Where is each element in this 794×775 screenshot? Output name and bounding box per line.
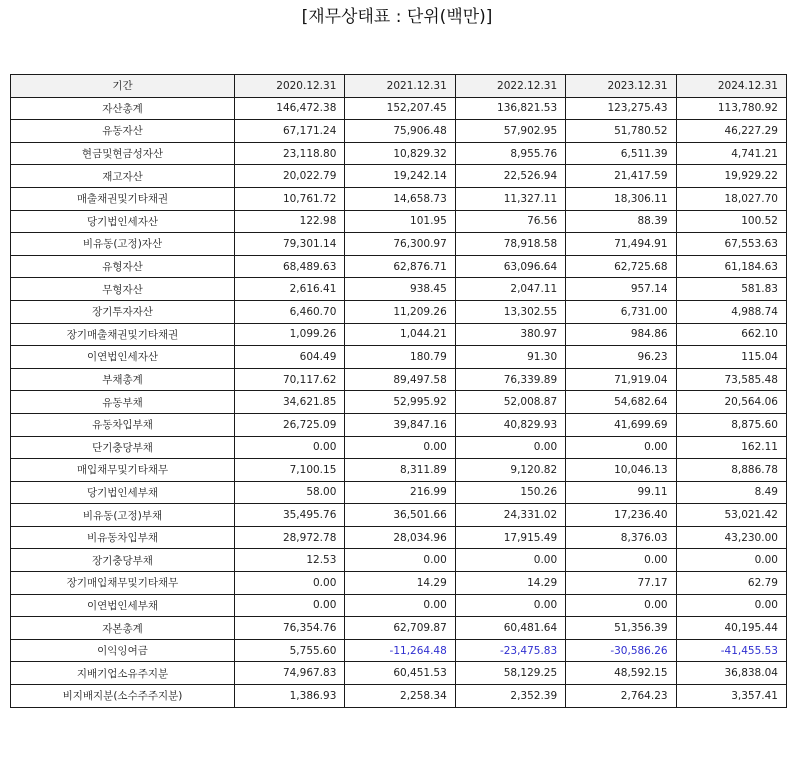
row-label: 이연법인세자산 bbox=[11, 346, 235, 369]
value-cell: 115.04 bbox=[676, 346, 786, 369]
value-cell: 74,967.83 bbox=[235, 662, 345, 685]
value-cell: 604.49 bbox=[235, 346, 345, 369]
row-label: 매입채무및기타채무 bbox=[11, 459, 235, 482]
value-cell: 24,331.02 bbox=[455, 504, 565, 527]
value-cell: 21,417.59 bbox=[566, 165, 676, 188]
table-row bbox=[11, 526, 787, 549]
value-cell: 20,564.06 bbox=[676, 391, 786, 414]
value-cell: -23,475.83 bbox=[455, 639, 565, 662]
value-cell: 14.29 bbox=[345, 572, 455, 595]
row-label: 매출채권및기타채권 bbox=[11, 187, 235, 210]
value-cell: 36,838.04 bbox=[676, 662, 786, 685]
value-cell: 91.30 bbox=[455, 346, 565, 369]
value-cell: 67,553.63 bbox=[676, 233, 786, 256]
table-row bbox=[11, 639, 787, 662]
value-cell: 0.00 bbox=[235, 594, 345, 617]
value-cell: 13,302.55 bbox=[455, 300, 565, 323]
row-label: 장기매입채무및기타채무 bbox=[11, 572, 235, 595]
value-cell: 6,731.00 bbox=[566, 300, 676, 323]
value-cell: 11,209.26 bbox=[345, 300, 455, 323]
value-cell: 60,451.53 bbox=[345, 662, 455, 685]
value-cell: 62,876.71 bbox=[345, 255, 455, 278]
row-label: 비유동(고정)부채 bbox=[11, 504, 235, 527]
value-cell: 75,906.48 bbox=[345, 120, 455, 143]
value-cell: 28,972.78 bbox=[235, 526, 345, 549]
value-cell: 9,120.82 bbox=[455, 459, 565, 482]
value-cell: 34,621.85 bbox=[235, 391, 345, 414]
row-label: 비유동(고정)자산 bbox=[11, 233, 235, 256]
value-cell: 76,339.89 bbox=[455, 368, 565, 391]
value-cell: 0.00 bbox=[235, 436, 345, 459]
value-cell: 4,988.74 bbox=[676, 300, 786, 323]
value-cell: -30,586.26 bbox=[566, 639, 676, 662]
value-cell: 20,022.79 bbox=[235, 165, 345, 188]
row-label: 당기법인세자산 bbox=[11, 210, 235, 233]
value-cell: 4,741.21 bbox=[676, 142, 786, 165]
value-cell: 17,915.49 bbox=[455, 526, 565, 549]
value-cell: 51,780.52 bbox=[566, 120, 676, 143]
value-cell: 22,526.94 bbox=[455, 165, 565, 188]
row-label: 자산총계 bbox=[11, 97, 235, 120]
table-row bbox=[11, 368, 787, 391]
value-cell: 76.56 bbox=[455, 210, 565, 233]
table-row bbox=[11, 572, 787, 595]
value-cell: 14,658.73 bbox=[345, 187, 455, 210]
row-label: 이연법인세부채 bbox=[11, 594, 235, 617]
value-cell: 52,008.87 bbox=[455, 391, 565, 414]
value-cell: 18,027.70 bbox=[676, 187, 786, 210]
table-row bbox=[11, 210, 787, 233]
value-cell: 0.00 bbox=[455, 594, 565, 617]
value-cell: 40,829.93 bbox=[455, 413, 565, 436]
value-cell: 63,096.64 bbox=[455, 255, 565, 278]
value-cell: 2,258.34 bbox=[345, 685, 455, 708]
table-header bbox=[11, 75, 787, 98]
value-cell: 0.00 bbox=[566, 436, 676, 459]
row-label: 장기매출채권및기타채권 bbox=[11, 323, 235, 346]
table-row bbox=[11, 549, 787, 572]
value-cell: 41,699.69 bbox=[566, 413, 676, 436]
value-cell: 17,236.40 bbox=[566, 504, 676, 527]
value-cell: 14.29 bbox=[455, 572, 565, 595]
value-cell: 2,352.39 bbox=[455, 685, 565, 708]
value-cell: 10,046.13 bbox=[566, 459, 676, 482]
value-cell: 60,481.64 bbox=[455, 617, 565, 640]
row-label: 비유동차입부채 bbox=[11, 526, 235, 549]
value-cell: 1,044.21 bbox=[345, 323, 455, 346]
row-label: 부채총계 bbox=[11, 368, 235, 391]
value-cell: 0.00 bbox=[345, 436, 455, 459]
value-cell: 79,301.14 bbox=[235, 233, 345, 256]
value-cell: 76,300.97 bbox=[345, 233, 455, 256]
value-cell: 1,386.93 bbox=[235, 685, 345, 708]
row-label: 비지배지분(소수주주지분) bbox=[11, 685, 235, 708]
row-label: 장기충당부채 bbox=[11, 549, 235, 572]
value-cell: 122.98 bbox=[235, 210, 345, 233]
row-label: 자본총계 bbox=[11, 617, 235, 640]
value-cell: 35,495.76 bbox=[235, 504, 345, 527]
table-row bbox=[11, 662, 787, 685]
value-cell: 96.23 bbox=[566, 346, 676, 369]
value-cell: 7,100.15 bbox=[235, 459, 345, 482]
value-cell: 984.86 bbox=[566, 323, 676, 346]
value-cell: 113,780.92 bbox=[676, 97, 786, 120]
value-cell: 28,034.96 bbox=[345, 526, 455, 549]
value-cell: 150.26 bbox=[455, 481, 565, 504]
value-cell: 0.00 bbox=[345, 549, 455, 572]
table-row bbox=[11, 617, 787, 640]
value-cell: 61,184.63 bbox=[676, 255, 786, 278]
value-cell: 0.00 bbox=[566, 594, 676, 617]
value-cell: 51,356.39 bbox=[566, 617, 676, 640]
table-row bbox=[11, 233, 787, 256]
value-cell: 8,311.89 bbox=[345, 459, 455, 482]
value-cell: 0.00 bbox=[566, 549, 676, 572]
value-cell: 40,195.44 bbox=[676, 617, 786, 640]
value-cell: 54,682.64 bbox=[566, 391, 676, 414]
value-cell: 62,725.68 bbox=[566, 255, 676, 278]
row-label: 이익잉여금 bbox=[11, 639, 235, 662]
value-cell: 39,847.16 bbox=[345, 413, 455, 436]
value-cell: 19,929.22 bbox=[676, 165, 786, 188]
value-cell: 70,117.62 bbox=[235, 368, 345, 391]
value-cell: 58.00 bbox=[235, 481, 345, 504]
value-cell: -11,264.48 bbox=[345, 639, 455, 662]
table-row bbox=[11, 278, 787, 301]
header-period-2023: 2023.12.31 bbox=[566, 75, 676, 98]
value-cell: 938.45 bbox=[345, 278, 455, 301]
value-cell: 8,955.76 bbox=[455, 142, 565, 165]
header-period-2022: 2022.12.31 bbox=[455, 75, 565, 98]
value-cell: 73,585.48 bbox=[676, 368, 786, 391]
row-label: 유동차입부채 bbox=[11, 413, 235, 436]
value-cell: 162.11 bbox=[676, 436, 786, 459]
table-row bbox=[11, 323, 787, 346]
value-cell: 43,230.00 bbox=[676, 526, 786, 549]
row-label: 장기투자자산 bbox=[11, 300, 235, 323]
table-row bbox=[11, 346, 787, 369]
value-cell: 62.79 bbox=[676, 572, 786, 595]
row-label: 단기충당부채 bbox=[11, 436, 235, 459]
value-cell: 152,207.45 bbox=[345, 97, 455, 120]
table-row bbox=[11, 255, 787, 278]
value-cell: 57,902.95 bbox=[455, 120, 565, 143]
value-cell: 123,275.43 bbox=[566, 97, 676, 120]
value-cell: 6,460.70 bbox=[235, 300, 345, 323]
value-cell: 99.11 bbox=[566, 481, 676, 504]
value-cell: 1,099.26 bbox=[235, 323, 345, 346]
value-cell: 26,725.09 bbox=[235, 413, 345, 436]
value-cell: 8.49 bbox=[676, 481, 786, 504]
row-label: 재고자산 bbox=[11, 165, 235, 188]
header-period-2021: 2021.12.31 bbox=[345, 75, 455, 98]
table-row bbox=[11, 300, 787, 323]
value-cell: 180.79 bbox=[345, 346, 455, 369]
value-cell: 2,764.23 bbox=[566, 685, 676, 708]
header-period-label: 기간 bbox=[11, 75, 235, 98]
value-cell: 46,227.29 bbox=[676, 120, 786, 143]
value-cell: 23,118.80 bbox=[235, 142, 345, 165]
value-cell: 36,501.66 bbox=[345, 504, 455, 527]
value-cell: 0.00 bbox=[676, 594, 786, 617]
row-label: 지배기업소유주지분 bbox=[11, 662, 235, 685]
value-cell: 53,021.42 bbox=[676, 504, 786, 527]
header-period-2020: 2020.12.31 bbox=[235, 75, 345, 98]
table-row bbox=[11, 187, 787, 210]
header-period-2024: 2024.12.31 bbox=[676, 75, 786, 98]
table-row bbox=[11, 391, 787, 414]
table-body bbox=[11, 97, 787, 707]
value-cell: 8,875.60 bbox=[676, 413, 786, 436]
row-label: 유동자산 bbox=[11, 120, 235, 143]
value-cell: 136,821.53 bbox=[455, 97, 565, 120]
table-row bbox=[11, 120, 787, 143]
value-cell: 58,129.25 bbox=[455, 662, 565, 685]
value-cell: 68,489.63 bbox=[235, 255, 345, 278]
value-cell: 48,592.15 bbox=[566, 662, 676, 685]
value-cell: 71,494.91 bbox=[566, 233, 676, 256]
value-cell: 8,886.78 bbox=[676, 459, 786, 482]
value-cell: 10,829.32 bbox=[345, 142, 455, 165]
value-cell: 67,171.24 bbox=[235, 120, 345, 143]
value-cell: 8,376.03 bbox=[566, 526, 676, 549]
value-cell: 100.52 bbox=[676, 210, 786, 233]
value-cell: 0.00 bbox=[455, 436, 565, 459]
table-row bbox=[11, 165, 787, 188]
value-cell: 581.83 bbox=[676, 278, 786, 301]
value-cell: 380.97 bbox=[455, 323, 565, 346]
page-title: [재무상태표 : 단위(백만)] bbox=[301, 7, 493, 27]
row-label: 무형자산 bbox=[11, 278, 235, 301]
table-row bbox=[11, 413, 787, 436]
row-label: 당기법인세부채 bbox=[11, 481, 235, 504]
value-cell: 78,918.58 bbox=[455, 233, 565, 256]
table-row bbox=[11, 436, 787, 459]
value-cell: -41,455.53 bbox=[676, 639, 786, 662]
value-cell: 62,709.87 bbox=[345, 617, 455, 640]
table-row bbox=[11, 142, 787, 165]
row-label: 현금및현금성자산 bbox=[11, 142, 235, 165]
value-cell: 2,047.11 bbox=[455, 278, 565, 301]
table-row bbox=[11, 459, 787, 482]
value-cell: 0.00 bbox=[345, 594, 455, 617]
value-cell: 0.00 bbox=[455, 549, 565, 572]
value-cell: 76,354.76 bbox=[235, 617, 345, 640]
value-cell: 662.10 bbox=[676, 323, 786, 346]
value-cell: 957.14 bbox=[566, 278, 676, 301]
value-cell: 12.53 bbox=[235, 549, 345, 572]
value-cell: 77.17 bbox=[566, 572, 676, 595]
table-row bbox=[11, 685, 787, 708]
row-label: 유동부채 bbox=[11, 391, 235, 414]
value-cell: 6,511.39 bbox=[566, 142, 676, 165]
value-cell: 89,497.58 bbox=[345, 368, 455, 391]
value-cell: 71,919.04 bbox=[566, 368, 676, 391]
table-row bbox=[11, 481, 787, 504]
value-cell: 19,242.14 bbox=[345, 165, 455, 188]
table-row bbox=[11, 97, 787, 120]
value-cell: 10,761.72 bbox=[235, 187, 345, 210]
value-cell: 5,755.60 bbox=[235, 639, 345, 662]
value-cell: 18,306.11 bbox=[566, 187, 676, 210]
value-cell: 11,327.11 bbox=[455, 187, 565, 210]
value-cell: 52,995.92 bbox=[345, 391, 455, 414]
table-row bbox=[11, 594, 787, 617]
balance-sheet-table bbox=[10, 74, 787, 708]
header-row bbox=[11, 75, 787, 98]
value-cell: 2,616.41 bbox=[235, 278, 345, 301]
table-row bbox=[11, 504, 787, 527]
value-cell: 88.39 bbox=[566, 210, 676, 233]
value-cell: 0.00 bbox=[235, 572, 345, 595]
value-cell: 216.99 bbox=[345, 481, 455, 504]
value-cell: 3,357.41 bbox=[676, 685, 786, 708]
value-cell: 101.95 bbox=[345, 210, 455, 233]
value-cell: 0.00 bbox=[676, 549, 786, 572]
row-label: 유형자산 bbox=[11, 255, 235, 278]
value-cell: 146,472.38 bbox=[235, 97, 345, 120]
